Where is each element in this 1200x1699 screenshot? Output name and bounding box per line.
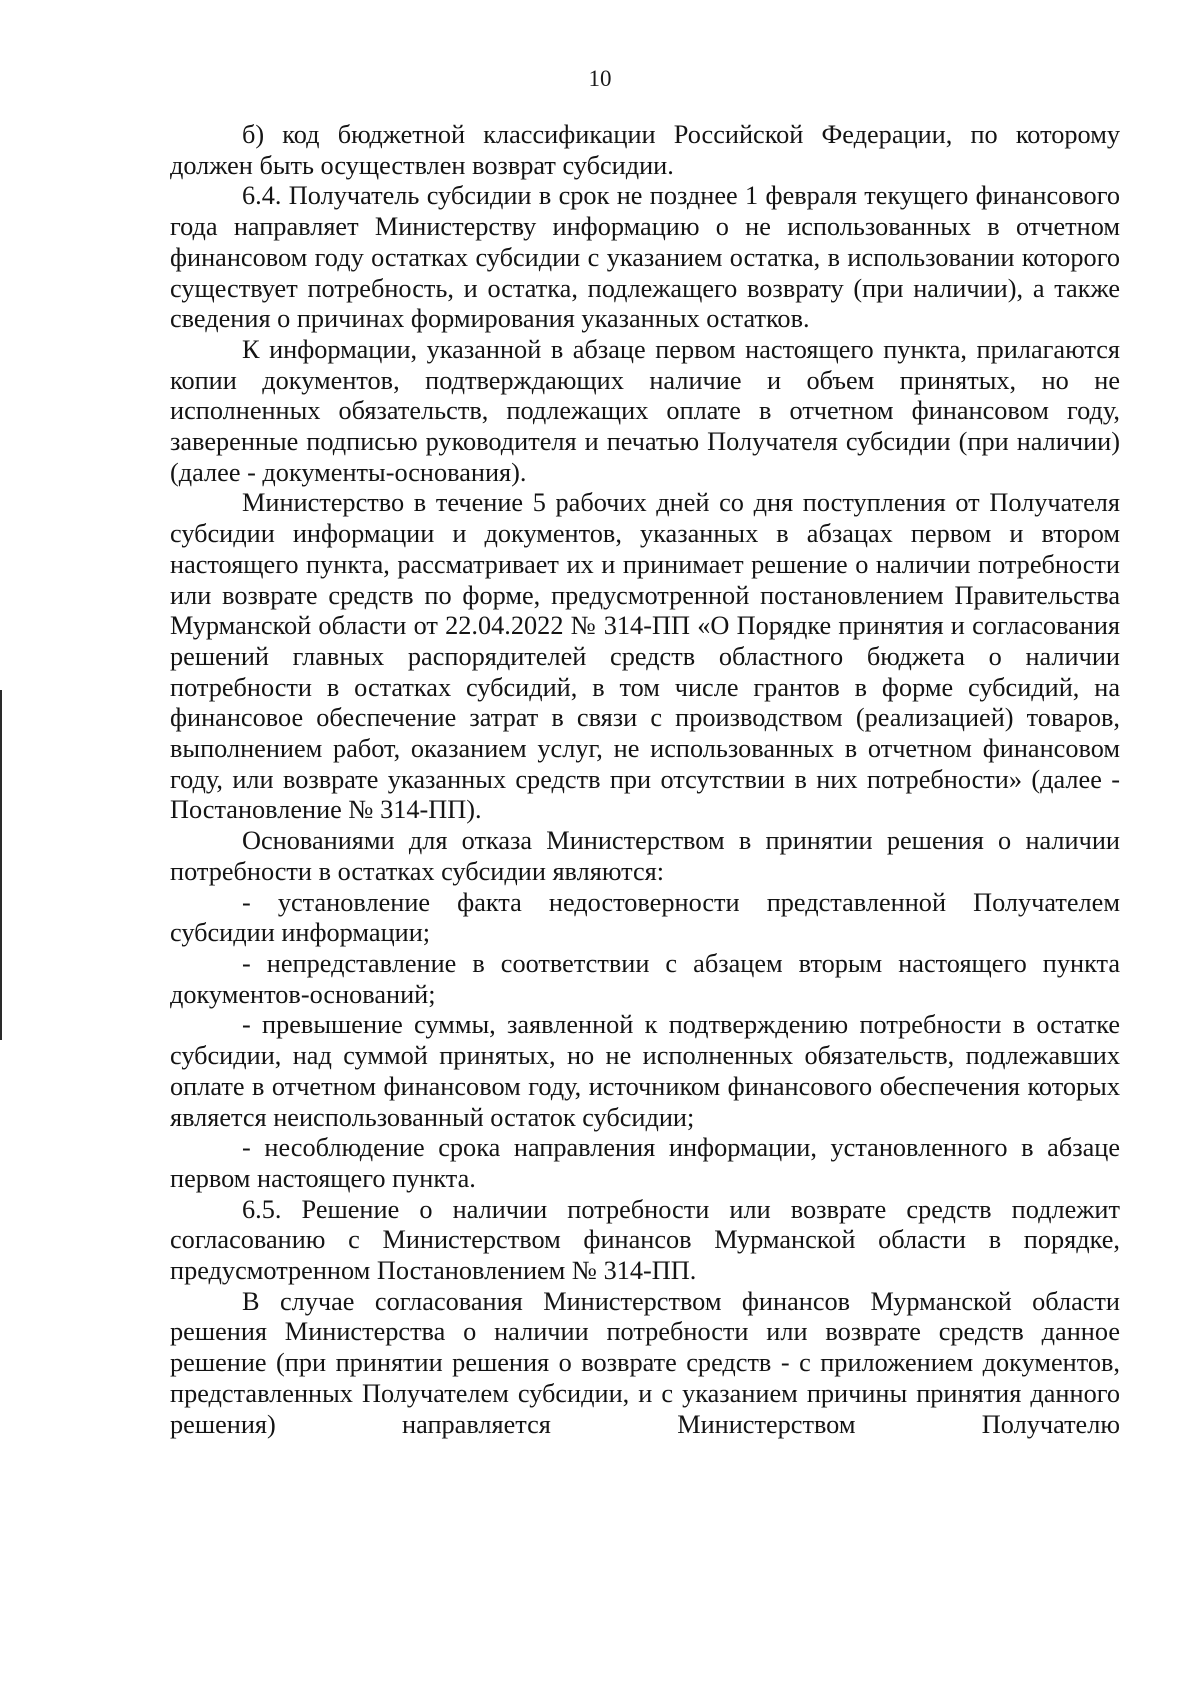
paragraph-6-4: 6.4. Получатель субсидии в срок не позднее 1 февраля текущего финансового года направляет Министерству информацию о не использованных в отчетном финансовом году остатках субсидии с указанием остатка, в использовании которого существует потребность, и остатка, подлежащего возврату (при наличии), а также сведения о причинах формирования указанных остатков. — [170, 181, 1120, 334]
paragraph-6-5: 6.5. Решение о наличии потребности или возврате средств подлежит согласованию с Министерством финансов Мурманской области в порядке, предусмотренном Постановлением № 314-ПП. — [170, 1194, 1120, 1286]
list-item-unreliable-info: - установление факта недостоверности представленной Получателем субсидии информации; — [170, 887, 1120, 948]
page-number: 10 — [588, 66, 612, 91]
paragraph-approval: В случае согласования Министерством финансов Мурманской области решения Министерства о наличии потребности или возврате средств данное решение (при принятии решения о возврате средств - с приложением документов, представленных Получателем субсидии, и с указанием причины принятия данного решения) направляется Министерством Получателю — [170, 1286, 1120, 1439]
list-item-missing-documents: - непредставление в соответствии с абзацем вторым настоящего пункта документов-оснований; — [170, 948, 1120, 1009]
paragraph-attachments: К информации, указанной в абзаце первом настоящего пункта, прилагаются копии документов, подтверждающих наличие и объем принятых, но не исполненных обязательств, подлежащих оплате в отчетном финансовом году, заверенные подписью руководителя и печатью Получателя субсидии (при наличии) (далее - документы-основания). — [170, 334, 1120, 487]
paragraph-budget-code: б) код бюджетной классификации Российской Федерации, по которому должен быть осуществлен возврат субсидии. — [170, 120, 1120, 180]
list-item-deadline-violation: - несоблюдение срока направления информации, установленного в абзаце первом настоящего пункта. — [170, 1133, 1120, 1193]
paragraph-refusal-grounds: Основаниями для отказа Министерством в принятии решения о наличии потребности в остатках субсидии являются: — [170, 826, 1120, 886]
scan-margin-line — [0, 690, 2, 1040]
document-body — [170, 120, 1120, 1440]
paragraph-ministry-review: Министерство в течение 5 рабочих дней со дня поступления от Получателя субсидии информации и документов, указанных в абзацах первом и втором настоящего пункта, рассматривает их и принимает решение о наличии потребности или возврате средств по форме, предусмотренной постановлением Правительства Мурманской области от 22.04.2022 № 314-ПП «О Порядке принятия и согласования решений главных распорядителей средств областного бюджета о наличии потребности в остатках субсидий, в том числе грантов в форме субсидий, на финансовое обеспечение затрат в связи с производством (реализацией) товаров, выполнением работ, оказанием услуг, не использованных в отчетном финансовом году, или возврате указанных средств при отсутствии в них потребности» (далее - Постановление № 314-ПП). — [170, 488, 1120, 825]
list-item-amount-excess: - превышение суммы, заявленной к подтверждению потребности в остатке субсидии, над суммой принятых, но не исполненных обязательств, подлежавших оплате в отчетном финансовом году, источником финансового обеспечения которых является неиспользованный остаток субсидии; — [170, 1010, 1120, 1132]
